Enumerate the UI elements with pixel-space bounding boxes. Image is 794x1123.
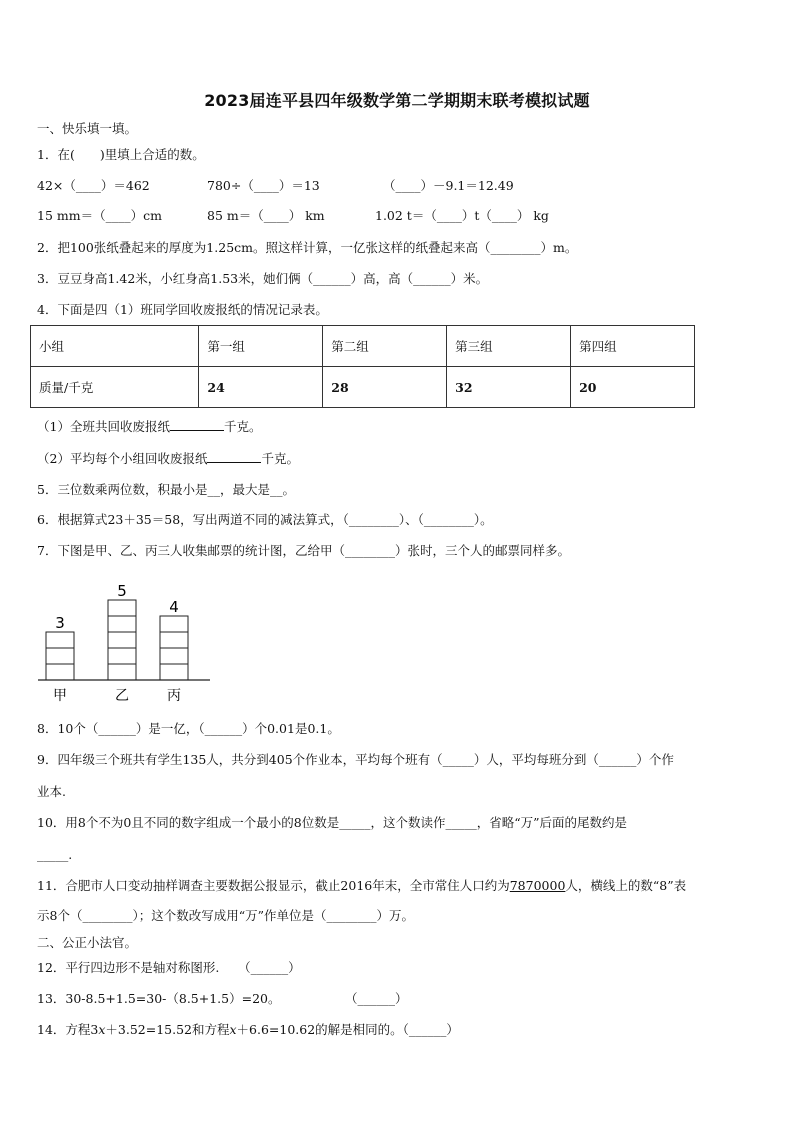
table-header-row — [31, 326, 695, 367]
q4-sub2-unit: 千克。 — [261, 451, 299, 466]
table-cell: 24 — [199, 367, 323, 408]
stamp-bar-box — [160, 632, 188, 648]
q4-sub2-text: （2）平均每个小组回收废报纸 — [37, 451, 208, 466]
question-11-line-2: 示8个（________）；这个数改写成用“万”作单位是（________）万。 — [37, 908, 414, 923]
bar-value-label: 3 — [55, 614, 65, 632]
question-9-line-1: 9．四年级三个班共有学生135人，共分到405个作业本，平均每个班有（_____）人，平均每班分到（______）个作 — [37, 752, 674, 767]
q1-item-6: 1.02 t＝（____）t（____） kg — [375, 208, 549, 223]
table-header-cell: 第一组 — [199, 326, 323, 367]
bar-category-label: 甲 — [53, 688, 67, 704]
q11-text: 11．合肥市人口变动抽样调查主要数据公报显示，截止2016年末，全市常住人口约为 — [37, 878, 510, 893]
q1-item-1: 42×（____）＝462 — [37, 178, 150, 193]
stamp-bar-box — [108, 664, 136, 680]
answer-blank — [207, 450, 261, 463]
q4-sub1-unit: 千克。 — [223, 419, 262, 434]
question-11-line-1 — [37, 878, 686, 894]
q1-item-2: 780÷（____）＝13 — [207, 178, 320, 193]
question-9-line-2: 业本. — [37, 784, 66, 799]
q11-population-number: 7870000 — [509, 878, 566, 893]
question-6: 6．根据算式23＋35＝58，写出两道不同的减法算式，（________）、（________）。 — [37, 512, 493, 527]
table-cell: 20 — [571, 367, 695, 408]
question-13-blank: （______） — [345, 991, 408, 1006]
question-5: 5．三位数乘两位数，积最小是__，最大是__。 — [37, 482, 295, 497]
question-4-sub-1 — [37, 418, 261, 435]
answer-blank — [170, 418, 224, 431]
table-row — [31, 367, 695, 408]
stamp-bar-chart — [38, 570, 218, 705]
stamp-bar-box — [46, 648, 74, 664]
stamp-bar-box — [46, 664, 74, 680]
question-4-stem: 4．下面是四（1）班同学回收废报纸的情况记录表。 — [37, 302, 328, 317]
question-7: 7．下图是甲、乙、丙三人收集邮票的统计图，乙给甲（________）张时，三个人的邮票同样多。 — [37, 543, 570, 558]
stamp-bar-box — [108, 632, 136, 648]
question-1-stem: 1．在( )里填上合适的数。 — [37, 147, 205, 162]
stamp-bar-box — [46, 632, 74, 648]
table-header-cell: 第三组 — [447, 326, 571, 367]
table-row-label: 质量/千克 — [31, 367, 199, 408]
bar-value-label: 4 — [169, 598, 179, 616]
table-header-cell: 小组 — [31, 326, 199, 367]
question-12: 12．平行四边形不是轴对称图形. （______） — [37, 960, 301, 975]
q11-text-end: 人，横线上的数“8”表 — [565, 878, 687, 893]
stamp-bar-box — [160, 648, 188, 664]
question-8: 8．10个（______）是一亿，（______）个0.01是0.1。 — [37, 721, 340, 736]
table-header-cell: 第二组 — [323, 326, 447, 367]
stamp-bar-box — [108, 648, 136, 664]
stamp-bar-box — [160, 664, 188, 680]
q1-item-3: （____）－9.1＝12.49 — [383, 178, 514, 193]
stamp-bar-box — [108, 600, 136, 616]
q1-item-5: 85 m＝（____） km — [207, 208, 325, 223]
question-3: 3．豆豆身高1.42米，小红身高1.53米，她们俩（______）高，高（______）米。 — [37, 271, 489, 286]
question-13: 13．30-8.5+1.5=30-（8.5+1.5）=20。 — [37, 991, 281, 1006]
q1-item-4: 15 mm＝（____）cm — [37, 208, 162, 223]
stamp-bar-box — [160, 616, 188, 632]
q4-sub1-text: （1）全班共回收废报纸 — [37, 419, 170, 434]
bar-category-label: 乙 — [115, 688, 129, 704]
section-heading-2: 二、公正小法官。 — [37, 935, 138, 950]
table-cell: 32 — [447, 367, 571, 408]
question-4-sub-2 — [37, 450, 299, 467]
question-2: 2．把100张纸叠起来的厚度为1.25cm。照这样计算，一亿张这样的纸叠起来高（________）m。 — [37, 240, 578, 255]
question-10-line-2: _____. — [37, 847, 73, 862]
table-header-cell: 第四组 — [571, 326, 695, 367]
table-cell: 28 — [323, 367, 447, 408]
question-14: 14．方程3𝑥＋3.52=15.52和方程𝑥＋6.6=10.62的解是相同的。（______） — [37, 1022, 459, 1037]
bar-value-label: 5 — [117, 582, 127, 600]
bar-category-label: 丙 — [167, 688, 181, 704]
section-heading-1: 一、快乐填一填。 — [37, 121, 138, 136]
stamp-bar-box — [108, 616, 136, 632]
recycling-record-table — [30, 325, 695, 408]
question-10-line-1: 10．用8个不为0且不同的数字组成一个最小的8位数是_____，这个数读作_____，省略“万”后面的尾数约是 — [37, 815, 628, 830]
page-title: 2023届连平县四年级数学第二学期期末联考模拟试题 — [204, 91, 590, 110]
